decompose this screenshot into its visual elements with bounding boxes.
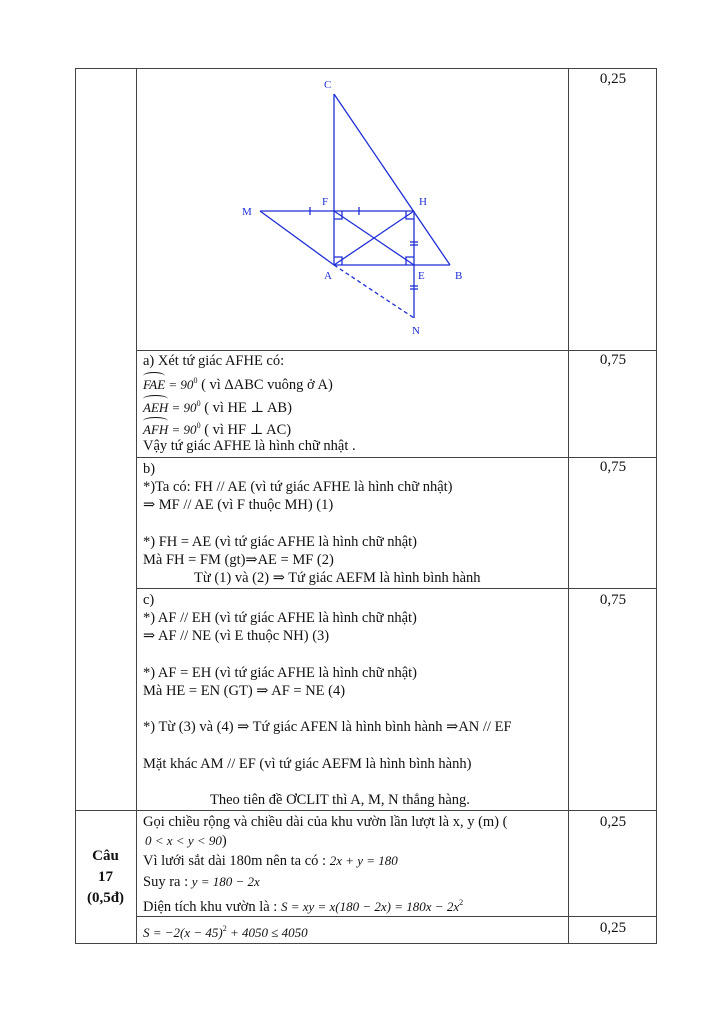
cau17-line-4: [143, 894, 463, 916]
part-c-line: *) AF // EH (vì tứ giác AFHE là hình chữ nhật): [143, 610, 417, 626]
degree-sup: 0: [196, 399, 201, 408]
part-a-intro: a) Xét tứ giác AFHE có:: [143, 353, 285, 369]
angle-afh: AFH: [143, 421, 168, 439]
text: Diện tích khu vườn là :: [143, 898, 281, 915]
label-c: C: [324, 79, 332, 91]
part-c-label: c): [143, 592, 155, 608]
part-a-line-angle-fae: [143, 372, 333, 394]
part-a-line-angle-afh: [143, 417, 291, 439]
text: Suy ra :: [143, 874, 192, 890]
degree-sup: 0: [196, 421, 201, 430]
score-cau17-a: 0,25: [599, 814, 627, 830]
square-sup: 2: [459, 898, 464, 907]
equation: S = −2(x − 45): [143, 924, 223, 940]
question-17-label: [75, 846, 136, 909]
row-divider: [136, 457, 657, 458]
geometry-figure: [75, 68, 657, 350]
equation: y = 180 − 2x: [191, 874, 260, 889]
inequality: 0 < x < y < 90: [145, 833, 222, 848]
angle-aeh: AEH: [143, 399, 168, 417]
part-a-conclusion: Vậy tứ giác AFHE là hình chữ nhật .: [143, 438, 356, 454]
part-b-line: Mà FH = FM (gt)⇒AE = MF (2): [143, 552, 334, 568]
part-b-line: *)Ta có: FH // AE (vì tứ giác AFHE là hình chữ nhật): [143, 479, 453, 495]
angle-fae: FAE: [143, 376, 165, 394]
part-c-line: Mà HE = EN (GT) ⇒ AF = NE (4): [143, 683, 346, 699]
label-f: F: [322, 196, 329, 208]
reason: ( vì HE ⊥ AB): [204, 399, 292, 416]
part-c-conclusion: Theo tiên đề ƠCLIT thì A, M, N thẳng hàng.: [210, 792, 470, 808]
reason: ( vì HF ⊥ AC): [204, 421, 292, 438]
angle-value: = 90: [168, 399, 197, 415]
degree-sup: 0: [193, 376, 198, 385]
cau17-line-5: [143, 920, 308, 942]
label-b: B: [455, 270, 463, 282]
part-c-line: *) AF = EH (vì tứ giác AFHE là hình chữ nhật): [143, 665, 417, 681]
row-divider: [136, 916, 657, 917]
score-part-c: 0,75: [599, 592, 627, 608]
equation: 2x + y = 180: [329, 853, 398, 868]
table-border-bottom: [75, 943, 657, 944]
segment-ma: [260, 211, 334, 265]
label-e: E: [418, 270, 425, 282]
angle-value: = 90: [165, 376, 194, 392]
part-c-line: Mặt khác AM // EF (vì tứ giác AEFM là hình bình hành): [143, 756, 472, 772]
label-a: A: [324, 270, 332, 282]
score-cau17-b: 0,25: [599, 920, 627, 936]
dashed-segment-an: [334, 265, 414, 318]
part-b-line: ⇒ MF // AE (vì F thuộc MH) (1): [143, 497, 334, 513]
label-m: M: [242, 206, 252, 218]
closing-paren: ): [221, 833, 227, 849]
score-figure: 0,25: [599, 71, 627, 87]
cau17-line-3: [143, 873, 260, 891]
segment-cb: [334, 94, 450, 265]
answer-table: [75, 68, 657, 944]
equation: S = xy = x(180 − 2x) = 180x − 2x: [280, 898, 460, 914]
score-part-b: 0,75: [599, 459, 627, 475]
part-a-line-angle-aeh: [143, 395, 292, 417]
question-points: (0,5đ): [86, 890, 125, 906]
reason: ( vì ΔABC vuông ở A): [201, 376, 333, 393]
row-divider: [136, 588, 657, 589]
equation: + 4050 ≤ 4050: [226, 924, 308, 940]
part-b-conclusion: Từ (1) và (2) ⇒ Tứ giác AEFM là hình bình hành: [194, 570, 481, 586]
label-n: N: [412, 325, 420, 337]
question-word: Câu: [92, 848, 119, 864]
part-c-line: ⇒ AF // NE (vì E thuộc NH) (3): [143, 628, 330, 644]
cau17-line-2: [143, 852, 398, 870]
score-part-a: 0,75: [599, 352, 627, 368]
row-divider: [75, 810, 657, 811]
square-sup: 2: [222, 924, 227, 933]
part-c-line: *) Từ (3) và (4) ⇒ Tứ giác AFEN là hình bình hành ⇒AN // EF: [143, 719, 512, 735]
part-b-label: b): [143, 461, 156, 477]
label-h: H: [419, 196, 427, 208]
part-b-line: *) FH = AE (vì tứ giác AFHE là hình chữ nhật): [143, 534, 417, 550]
cau17-line-1b: [145, 832, 227, 850]
question-number: 17: [98, 869, 113, 885]
text: Vì lưới sắt dài 180m nên ta có :: [143, 853, 330, 869]
row-divider: [136, 350, 657, 351]
angle-value: = 90: [168, 421, 197, 437]
cau17-line-1: Gọi chiều rộng và chiều dài của khu vườn lần lượt là x, y (m) (: [143, 814, 508, 830]
